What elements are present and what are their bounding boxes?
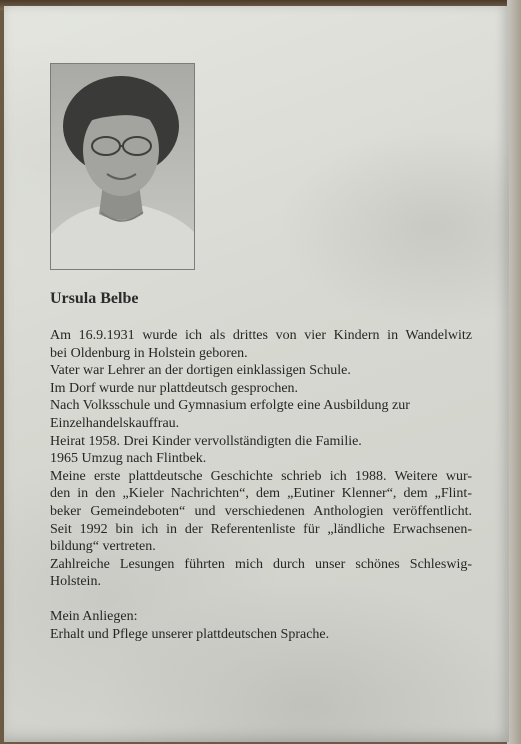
bio-line: Holstein.: [50, 574, 101, 590]
biography-text: [50, 327, 472, 591]
author-portrait: [50, 63, 195, 270]
bio-line: Einzelhandelskauffrau.: [50, 415, 180, 431]
page-edge: [507, 0, 521, 744]
concern-heading: Mein Anliegen:: [50, 608, 138, 624]
author-name: Ursula Belbe: [50, 290, 139, 307]
bio-line: beker Gemeindeboten“ und verschiedenen Anthologien veröffentlicht.: [50, 503, 472, 519]
bio-line: Zahlreiche Lesungen führten mich durch unser schönes Schleswig-: [50, 556, 472, 572]
bio-line: bildung“ vertreten.: [50, 539, 156, 555]
author-biography: [50, 327, 472, 643]
bio-line: Am 16.9.1931 wurde ich als drittes von vier Kindern in Wandelwitz: [50, 328, 472, 343]
bio-line: Nach Volksschule und Gymnasium erfolgte eine Ausbildung zur: [50, 398, 410, 414]
book-back-cover: [4, 6, 509, 742]
bio-line: Meine erste plattdeutsche Geschichte schrieb ich 1988. Weitere wur-: [50, 468, 472, 484]
bio-line: Vater war Lehrer an der dortigen einklassigen Schule.: [50, 363, 351, 379]
bio-line: Im Dorf wurde nur plattdeutsch gesprochen.: [50, 380, 299, 396]
bio-line: Heirat 1958. Drei Kinder vervollständigten die Familie.: [50, 433, 362, 449]
bio-line: bei Oldenburg in Holstein geboren.: [50, 345, 248, 361]
concern-text: Erhalt und Pflege unserer plattdeutschen Sprache.: [50, 626, 330, 642]
bio-line: den in den „Kieler Nachrichten“, dem „Eutiner Klenner“, dem „Flint-: [50, 486, 472, 502]
bio-line: 1965 Umzug nach Flintbek.: [50, 451, 207, 467]
bio-line: Seit 1992 bin ich in der Referentenliste für „ländliche Erwachsenen-: [50, 521, 472, 537]
